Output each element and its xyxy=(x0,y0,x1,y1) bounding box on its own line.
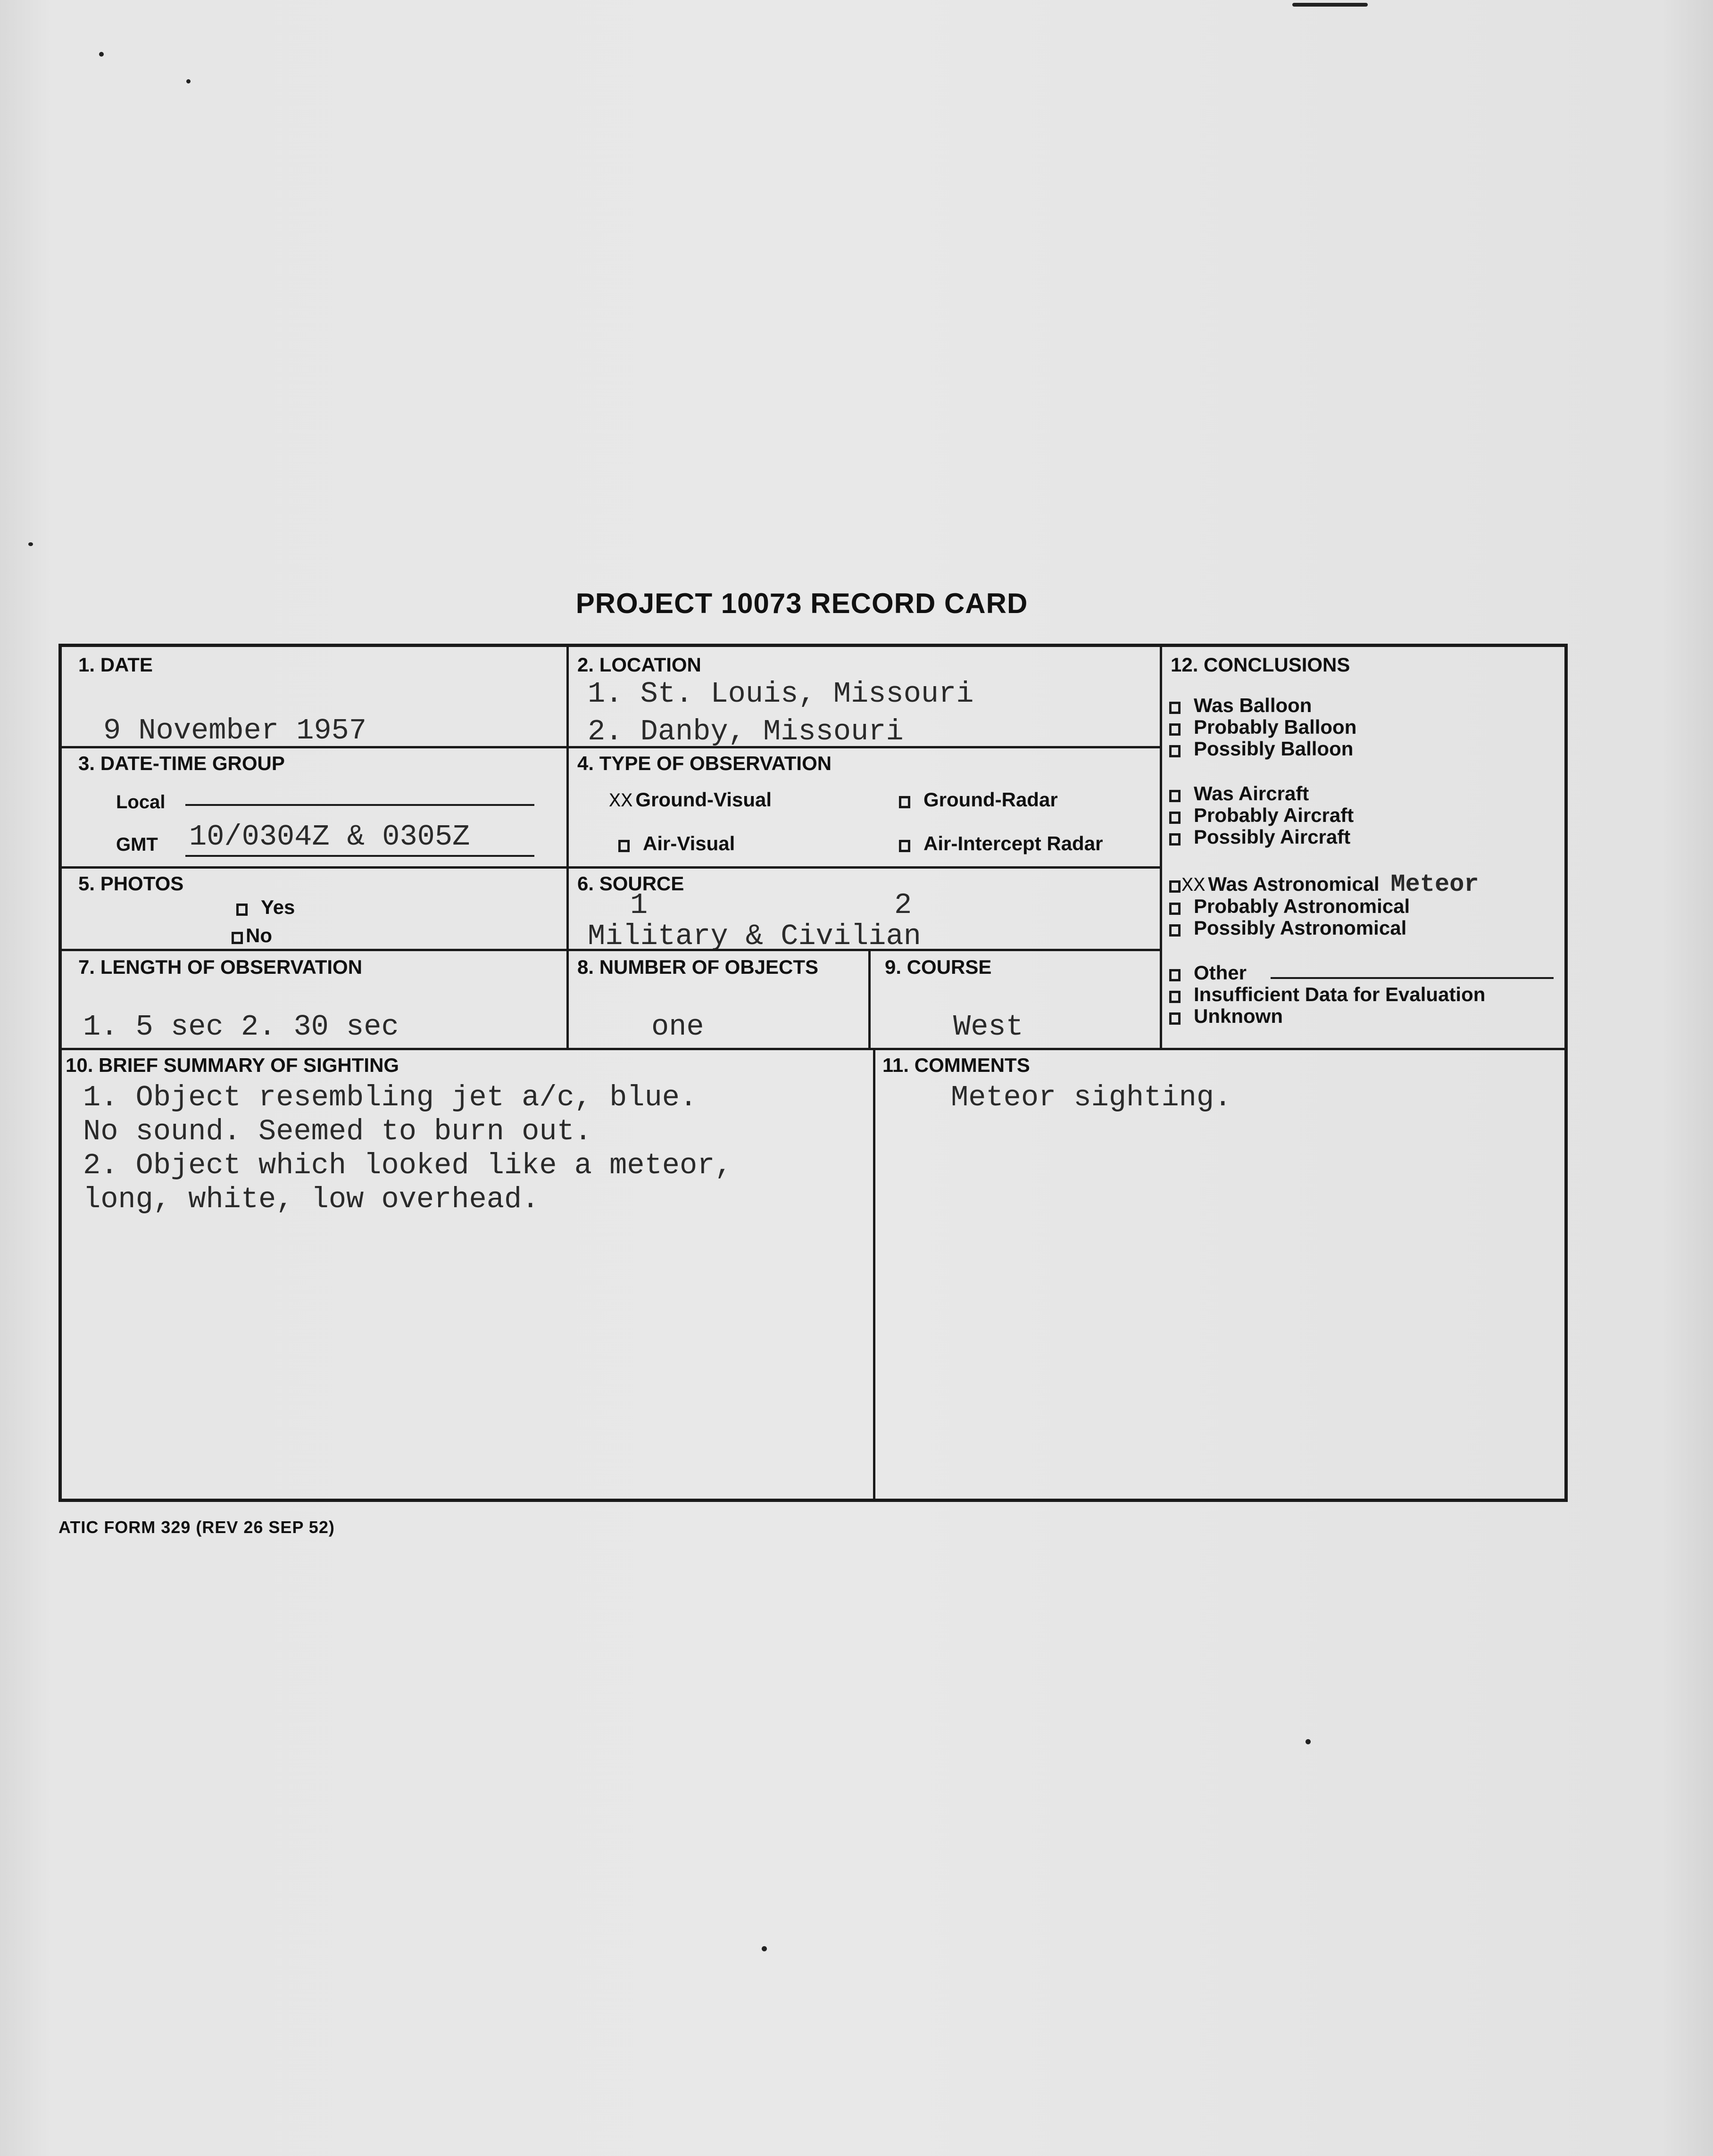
conclusion-option[interactable] xyxy=(1169,804,1354,827)
dust-speck xyxy=(99,52,104,57)
dust-speck xyxy=(1306,1739,1311,1744)
checkbox-icon xyxy=(1169,812,1181,824)
local-label: Local xyxy=(116,792,166,813)
conclusion-label: Unknown xyxy=(1194,1005,1283,1027)
conclusion-label: Possibly Balloon xyxy=(1194,738,1354,760)
air-visual-option[interactable] xyxy=(618,832,735,855)
conclusions-cell xyxy=(1160,647,1564,1048)
photos-no-label: No xyxy=(246,924,272,946)
card-title: PROJECT 10073 RECORD CARD xyxy=(575,588,1028,619)
observation-type-label: 4. TYPE OF OBSERVATION xyxy=(577,752,832,774)
photos-yes-label: Yes xyxy=(261,896,295,918)
conclusion-label: Was Astronomical xyxy=(1208,873,1380,895)
conclusion-label: Probably Astronomical xyxy=(1194,895,1410,917)
ground-visual-label: Ground-Visual xyxy=(635,788,772,811)
date-cell xyxy=(62,647,566,746)
length-value: 1. 5 sec 2. 30 sec xyxy=(83,1010,399,1044)
conclusion-option[interactable] xyxy=(1169,694,1312,717)
location-label: 2. LOCATION xyxy=(577,654,701,676)
conclusions-label: 12. CONCLUSIONS xyxy=(1171,654,1350,676)
gmt-line xyxy=(185,855,534,857)
length-cell xyxy=(62,949,566,1048)
summary-cell xyxy=(62,1048,873,1499)
conclusion-option[interactable] xyxy=(1169,716,1356,738)
date-label: 1. DATE xyxy=(78,654,153,676)
summary-line: 2. Object which looked like a meteor, xyxy=(83,1149,732,1182)
checkbox-icon xyxy=(1169,833,1181,846)
checkbox-icon xyxy=(1169,924,1181,937)
location-line-1: 1. St. Louis, Missouri xyxy=(588,677,974,711)
source-value: Military & Civilian xyxy=(588,920,921,953)
gmt-value: 10/0304Z & 0305Z xyxy=(189,820,470,854)
source-label: 6. SOURCE xyxy=(577,872,684,895)
conclusion-label: Possibly Aircraft xyxy=(1194,826,1351,848)
astronomical-note: Meteor xyxy=(1390,871,1479,898)
conclusion-label: Was Aircraft xyxy=(1194,782,1309,804)
objects-cell xyxy=(566,949,868,1048)
conclusion-option[interactable] xyxy=(1169,917,1406,939)
checkbox-icon xyxy=(1169,880,1181,893)
dust-speck xyxy=(186,79,191,83)
dtg-label: 3. DATE-TIME GROUP xyxy=(78,752,285,774)
conclusion-option[interactable] xyxy=(1169,826,1350,848)
conclusion-option[interactable] xyxy=(1169,738,1353,760)
conclusion-option[interactable] xyxy=(1169,782,1309,805)
ground-radar-option[interactable] xyxy=(899,788,1058,811)
date-value: 9 November 1957 xyxy=(103,714,367,747)
checked-mark: XX xyxy=(1181,874,1206,897)
source-col-2: 2 xyxy=(894,888,912,922)
record-card xyxy=(58,644,1568,1502)
summary-line: long, white, low overhead. xyxy=(83,1183,540,1216)
course-value: West xyxy=(953,1010,1023,1044)
checked-mark: XX xyxy=(609,790,633,813)
length-label: 7. LENGTH OF OBSERVATION xyxy=(78,956,363,978)
air-intercept-radar-label: Air-Intercept Radar xyxy=(923,832,1103,854)
checkbox-icon-checked xyxy=(232,932,243,944)
checkbox-icon xyxy=(1169,723,1181,736)
comments-cell xyxy=(873,1048,1564,1499)
photos-yes-option[interactable] xyxy=(236,896,295,919)
comments-label: 11. COMMENTS xyxy=(882,1054,1030,1076)
course-label: 9. COURSE xyxy=(885,956,992,978)
summary-label: 10. BRIEF SUMMARY OF SIGHTING xyxy=(66,1054,399,1076)
location-cell xyxy=(566,647,1160,746)
conclusion-label: Possibly Astronomical xyxy=(1194,917,1407,939)
conclusion-label: Probably Balloon xyxy=(1194,716,1357,738)
objects-label: 8. NUMBER OF OBJECTS xyxy=(577,956,819,978)
source-cell xyxy=(566,866,1160,953)
objects-value: one xyxy=(651,1010,704,1044)
checkbox-icon xyxy=(1169,903,1181,915)
ground-visual-option[interactable] xyxy=(609,788,772,813)
checkbox-icon xyxy=(1169,745,1181,757)
dtg-cell xyxy=(62,746,566,866)
checkbox-icon xyxy=(1169,969,1181,981)
ground-radar-label: Ground-Radar xyxy=(923,788,1058,811)
checkbox-icon xyxy=(618,840,630,852)
checkbox-icon xyxy=(1169,702,1181,714)
checkbox-icon xyxy=(899,840,910,852)
conclusion-option[interactable] xyxy=(1169,983,1485,1006)
conclusion-label: Other xyxy=(1194,962,1247,984)
other-line xyxy=(1271,977,1554,979)
air-intercept-radar-option[interactable] xyxy=(899,832,1103,855)
checkbox-icon xyxy=(899,796,910,808)
checkbox-icon xyxy=(1169,991,1181,1003)
observation-type-cell xyxy=(566,746,1160,866)
conclusion-label: Probably Aircraft xyxy=(1194,804,1354,826)
summary-line: 1. Object resembling jet a/c, blue. xyxy=(83,1081,698,1114)
conclusion-option[interactable] xyxy=(1169,1005,1283,1028)
conclusion-label: Insufficient Data for Evaluation xyxy=(1194,983,1486,1005)
gmt-label: GMT xyxy=(116,834,158,855)
dust-speck xyxy=(762,1946,767,1951)
dust-speck xyxy=(1292,3,1368,7)
conclusion-label: Was Balloon xyxy=(1194,694,1312,716)
conclusion-option[interactable] xyxy=(1169,962,1247,984)
local-line xyxy=(185,804,534,806)
photos-label: 5. PHOTOS xyxy=(78,872,184,895)
location-line-2: 2. Danby, Missouri xyxy=(588,715,904,748)
dust-speck xyxy=(28,542,33,546)
checkbox-icon xyxy=(236,904,248,916)
form-footer: ATIC FORM 329 (REV 26 SEP 52) xyxy=(58,1517,335,1537)
checkbox-icon xyxy=(1169,790,1181,802)
photos-cell xyxy=(62,866,566,949)
summary-line: No sound. Seemed to burn out. xyxy=(83,1115,592,1148)
conclusion-option[interactable] xyxy=(1169,895,1410,918)
conclusion-option-checked[interactable] xyxy=(1169,871,1479,898)
photos-no-option[interactable] xyxy=(232,924,272,947)
course-cell xyxy=(868,949,1160,1048)
checkbox-icon xyxy=(1169,1012,1181,1025)
source-col-1: 1 xyxy=(630,888,648,922)
air-visual-label: Air-Visual xyxy=(643,832,735,854)
comments-value: Meteor sighting. xyxy=(951,1081,1232,1114)
